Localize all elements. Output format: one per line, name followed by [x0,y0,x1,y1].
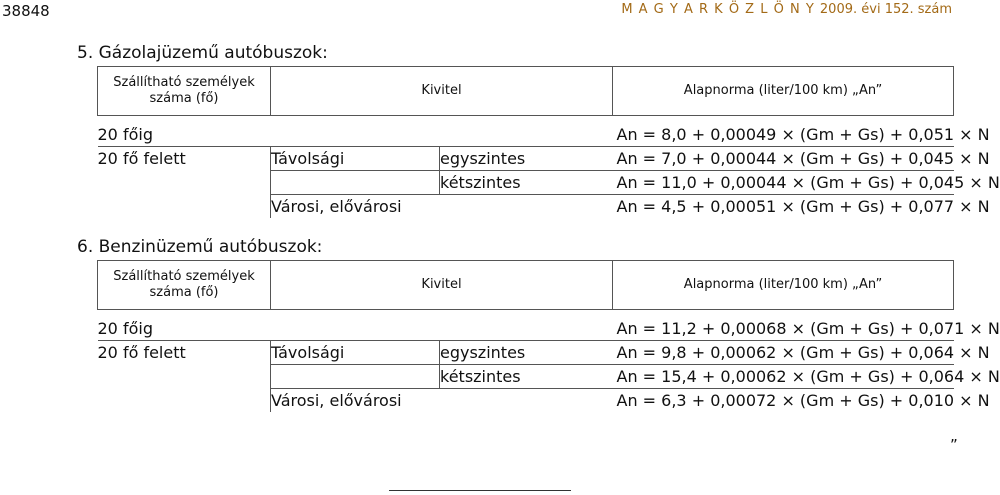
formula-cell: An = 8,0 + 0,00049 × (Gm + Gs) + 0,051 × N [613,123,954,147]
passengers-cell [98,389,271,413]
formula-cell: An = 7,0 + 0,00044 × (Gm + Gs) + 0,045 × N [613,147,954,171]
type-cell [271,365,440,389]
page-header [0,0,960,22]
table-header-row [98,67,954,116]
column-header: Alapnorma (liter/100 km) „An” [613,67,954,116]
type-cell: Távolsági [271,147,440,171]
type-cell: Városi, elővárosi [271,391,402,410]
norm-table [97,66,1000,218]
passengers-cell: 20 főig [98,123,613,147]
passengers-cell [98,195,271,219]
formula-cell: An = 11,0 + 0,00044 × (Gm + Gs) + 0,045 × N [613,171,954,195]
column-header: Kivitel [271,67,613,116]
journal-name: M A G Y A R K Ö Z L Ö N Y [621,2,815,17]
column-header: Kivitel [271,261,613,310]
table-row [98,195,954,219]
section-title: 5. Gázolajüzemű autóbuszok: [77,43,328,63]
passengers-cell [98,171,271,195]
deck-cell: egyszintes [440,341,613,365]
passengers-cell [98,365,271,389]
table-row [98,365,954,389]
column-header: Szállítható személyek száma (fő) [98,261,271,310]
journal-header [621,2,952,17]
table-row [98,171,954,195]
column-header: Szállítható személyek száma (fő) [98,67,271,116]
table-row [98,147,954,171]
formula-cell: An = 4,5 + 0,00051 × (Gm + Gs) + 0,077 × N [616,197,990,216]
footer-divider [389,490,571,491]
type-cell [271,171,440,195]
formula-cell: An = 11,2 + 0,00068 × (Gm + Gs) + 0,071 × N [613,317,954,341]
deck-cell: kétszintes [440,365,613,389]
passengers-cell: 20 fő felett [98,147,271,171]
section-title: 6. Benzinüzemű autóbuszok: [77,237,323,257]
formula-cell: An = 15,4 + 0,00062 × (Gm + Gs) + 0,064 × N [613,365,954,389]
page-number: 38848 [2,2,50,20]
table-row [98,389,954,413]
type-cell: Városi, elővárosi [271,197,402,216]
closing-quote: ” [950,436,958,454]
type-cell: Távolsági [271,341,440,365]
norm-table [97,260,1000,412]
table-header-row [98,261,954,310]
formula-cell: An = 9,8 + 0,00062 × (Gm + Gs) + 0,064 × N [613,341,954,365]
table-row [98,341,954,365]
passengers-cell: 20 főig [98,317,613,341]
table-row [98,123,954,147]
column-header: Alapnorma (liter/100 km) „An” [613,261,954,310]
deck-cell: egyszintes [440,147,613,171]
issue-label: 2009. évi 152. szám [819,2,952,17]
formula-cell: An = 6,3 + 0,00072 × (Gm + Gs) + 0,010 × N [616,391,990,410]
table-row [98,317,954,341]
passengers-cell: 20 fő felett [98,341,271,365]
deck-cell: kétszintes [440,171,613,195]
